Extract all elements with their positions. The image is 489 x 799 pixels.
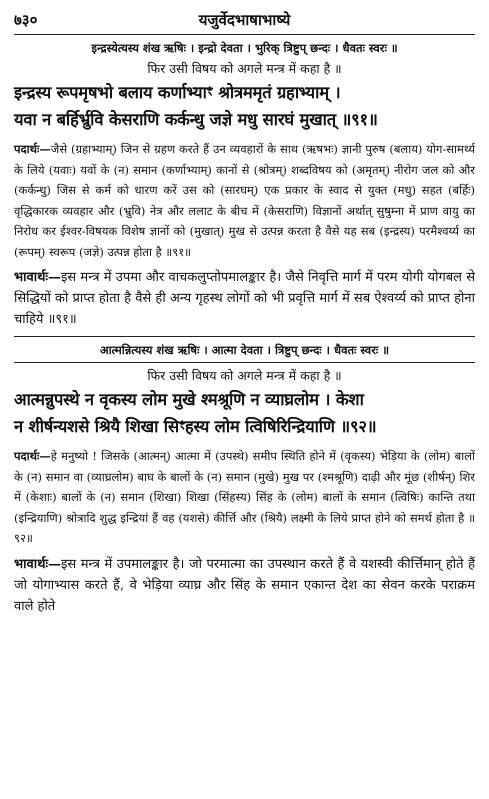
mantra-91-metadata: इन्द्रस्येत्यस्य शंख ऋषिः । इन्द्रो देवता । भुरिक् त्रिष्टुप् छन्दः । धैवतः स्वरः ॥ (91, 41, 398, 55)
mantra-91-line-2: यवा न बर्हिर्भ्रुवि केसराणि कर्कन्धु जज्ञे मधु सारघं मुखात् ॥९१॥ (14, 110, 378, 129)
padartha-label: पदार्थः— (14, 449, 51, 463)
mantra-92-intro: फिर उसी विषय को अगले मन्त्र में कहा है ॥ (147, 368, 342, 383)
mantra-92-line-2: न शीर्षन्यशसे श्रियै शिखा सिꣳहस्य लोम त्विषिरिन्द्रियाणि ॥९२॥ (14, 417, 377, 436)
bhavartha-label: भावार्थः— (14, 556, 62, 572)
page-title: यजुर्वेदभाषाभाष्ये (198, 11, 291, 29)
mantra-91-intro: फिर उसी विषय को अगले मन्त्र में कहा है ॥ (147, 61, 342, 76)
mantra-91-line-1: इन्द्रस्य रूपमृषभो बलाय कर्णाभ्याꣳ श्रोत्रममृतं ग्रहाभ्याम् । (14, 83, 341, 102)
header-rule (14, 34, 475, 35)
mantra-91-bhavartha (14, 267, 475, 330)
bhavartha-text: इस मन्त्र में उपमा और वाचकलुप्तोपमालङ्कार है। जैसे निवृत्ति मार्ग में परम योगी योगबल से सिद्धियों को प्राप्त होता है वैसे ही अन्य गृहस्थ लोगों को भी प्रवृत्ति मार्ग में सब ऐश्वर्य्य को प्राप्त होना चाहिये ॥९१॥ (14, 270, 475, 327)
mantra-91-padartha (14, 139, 475, 262)
mantra-92-metadata: आत्मन्नित्यस्य शंख ऋषिः । आत्मा देवता । त्रिष्टुप् छन्दः । धैवतः स्वरः ॥ (99, 343, 390, 357)
mantra-92-bhavartha (14, 554, 475, 617)
mantra-92-line-1: आत्मन्नुपस्थे न वृकस्य लोम मुखे श्मश्रूणि न व्याघ्रलोम । केशा (14, 390, 364, 409)
bhavartha-text: इस मन्त्र में उपमालङ्कार है। जो परमात्मा का उपस्थान करते हैं वे यशस्वी कीर्त्तिमान् होते हैं जो योगाभ्यास करते हैं, वे भेड़िया व्याघ्र और सिंह के समान एकान्त देश का सेवन करके पराक्रम वाले होते (14, 556, 475, 614)
padartha-text: हे मनुष्यो ! जिसके (आत्मन्) आत्मा में (उपस्थे) समीप स्थिति होने में (वृकस्य) भेड़िया के (लोम) बालों के (न) समान वा (व्याघ्रलोम) बाघ के बालों के (न) समान (मुखे) मुख पर (श्मश्रूणि) दाढ़ी और मूंछ (शीर्षन्) शिर में (केशाः) बालों के (न) समान (शिखा) शिखा (सिंहस्य) सिंह के (लोम) बालों के समान (त्विषिः) कान्ति तथा (इन्द्रियाणि) श्रोत्रादि शुद्ध इन्द्रियां हैं वह (यशसे) कीर्त्ति और (श्रियै) लक्ष्मी के लिये प्राप्त होने को समर्थ होता है ॥९२॥ (14, 449, 475, 545)
mantra-92-padartha (14, 446, 475, 549)
mantra-92-section (14, 343, 475, 617)
padartha-text: जैसे (ग्रहाभ्याम्) जिन से ग्रहण करते हैं उन व्यवहारों के साथ (ऋषभः) ज्ञानी पुरुष (बलाय) योग-सामर्थ्य के लिये (यवाः) यवों के (न) समान (कर्णाभ्याम्) कानों से (श्रोत्रम्) शब्दविषय को (अमृतम्) नीरोग जल को और (कर्कन्धु) जिस से कर्म को धारण करें उस को (सारघम्) एक प्रकार के स्वाद से युक्त (मधु) सहत (बर्हिः) वृद्धिकारक व्यवहार और (भ्रुवि) नेत्र और ललाट के बीच में (केसराणि) विज्ञानों अर्थात् सुषुम्ना में प्राण वायु का निरोध कर ईश्वर-विषयक विशेष ज्ञानों को (मुखात्) मुख से उत्पन्न करता है वैसे यह सब (इन्द्रस्य) परमैश्वर्य्य का (रूपम्) स्वरूप (जज्ञे) उत्पन्न होता है ॥९१॥ (14, 142, 475, 259)
bhavartha-label: भावार्थः— (14, 270, 62, 285)
metadata-rule (14, 362, 475, 363)
padartha-label: पदार्थः— (14, 142, 51, 156)
page-number: ७३० (14, 11, 38, 29)
page-header (14, 10, 475, 30)
mantra-91-section (14, 41, 475, 330)
section-rule (14, 336, 475, 337)
